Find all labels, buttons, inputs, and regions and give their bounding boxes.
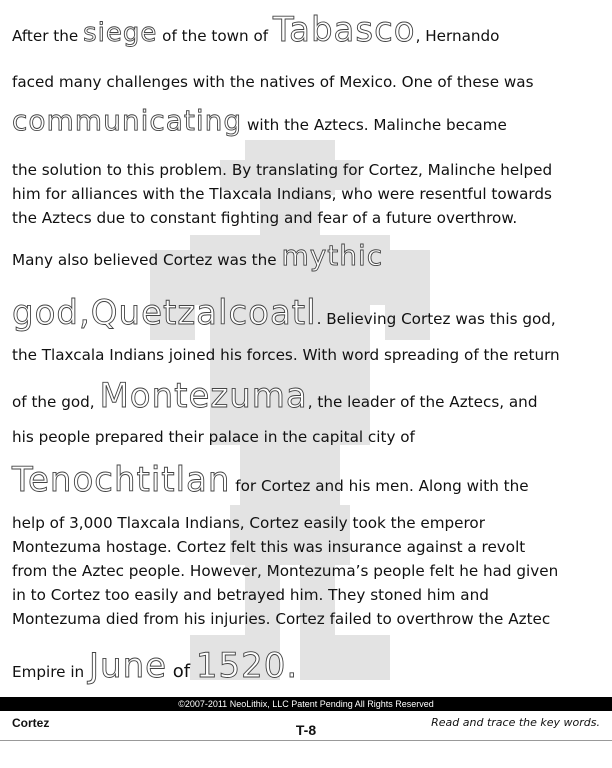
instruction-text: Read and trace the key words.: [431, 716, 600, 729]
story-line-11: his people prepared their palace in the capital city of: [12, 428, 415, 446]
trace-word-june[interactable]: June: [89, 646, 168, 686]
story-line-18: [12, 646, 602, 686]
story-line-4: the solution to this problem. By translating for Cortez, Malinche helped: [12, 161, 553, 179]
trace-word-siege[interactable]: siege: [83, 18, 158, 48]
trace-word-communicating[interactable]: communicating: [12, 104, 243, 137]
text-segment: Many also believed Cortez was the: [12, 251, 282, 269]
story-line-2: faced many challenges with the natives of Mexico. One of these was: [12, 73, 534, 91]
text-segment: . Believing Cortez was this god,: [316, 310, 556, 328]
story-line-3: [12, 104, 602, 137]
story-line-13: help of 3,000 Tlaxcala Indians, Cortez easily took the emperor: [12, 514, 485, 532]
story-line-14: Montezuma hostage. Cortez felt this was insurance against a revolt: [12, 538, 526, 556]
text-segment: for Cortez and his men. Along with the: [230, 477, 529, 495]
story-line-15: from the Aztec people. However, Montezuma’s people felt he had given: [12, 562, 559, 580]
story-line-9: the Tlaxcala Indians joined his forces. With word spreading of the return: [12, 346, 560, 364]
bottom-divider: [0, 740, 612, 741]
page-number: T-8: [295, 722, 317, 738]
text-segment: After the: [12, 27, 84, 45]
story-line-17: Montezuma died from his injuries. Cortez failed to overthrow the Aztec: [12, 610, 551, 628]
trace-word-tabasco[interactable]: Tabasco: [272, 10, 416, 50]
text-segment: of the town of: [157, 27, 273, 45]
copyright-bar: ©2007-2011 NeoLithix, LLC Patent Pending All Rights Reserved: [0, 697, 612, 711]
trace-word-montezuma[interactable]: Montezuma: [99, 376, 308, 416]
text-segment: , the leader of the Aztecs, and: [307, 393, 538, 411]
story-line-5: him for alliances with the Tlaxcala Indians, who were resentful towards: [12, 185, 552, 203]
text-segment: of the god,: [12, 393, 100, 411]
trace-word-quetzalcoatl[interactable]: god,Quetzalcoatl: [12, 293, 317, 333]
story-line-1: [12, 10, 602, 50]
text-segment: with the Aztecs. Malinche became: [242, 116, 507, 134]
text-segment: of: [167, 661, 196, 682]
trace-word-mythic[interactable]: mythic: [281, 239, 384, 272]
text-segment: Empire in: [12, 663, 90, 681]
story-line-10: [12, 376, 602, 416]
story-line-7: [12, 239, 602, 272]
worksheet-title: Cortez: [12, 716, 50, 730]
story-line-6: the Aztecs due to constant fighting and fear of a future overthrow.: [12, 209, 518, 227]
story-line-12: [12, 460, 602, 500]
trace-word-tenochtitlan[interactable]: Tenochtitlan: [12, 460, 231, 500]
trace-word-1520[interactable]: 1520.: [195, 646, 299, 686]
text-segment: , Hernando: [415, 27, 500, 45]
story-line-8: [12, 293, 602, 333]
story-line-16: in to Cortez too easily and betrayed him. They stoned him and: [12, 586, 489, 604]
